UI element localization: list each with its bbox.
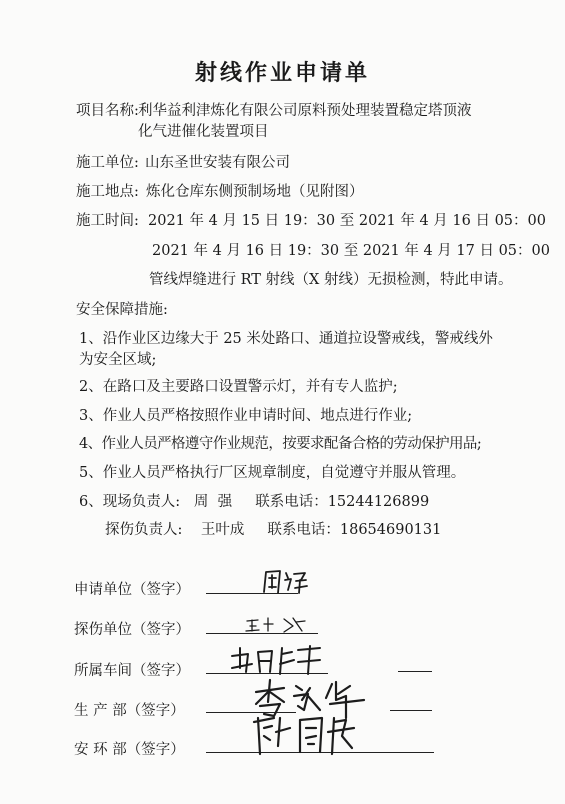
project-label: 项目名称: [76,103,139,119]
location-label: 施工地点: [76,184,139,200]
signature-label-applicant: 申请单位（签字） [74,582,190,598]
location-value: 炼化仓库东侧预制场地（见附图） [146,184,364,200]
safety-heading: 安全保障措施: [76,302,168,318]
signature-label-safety-env: 安 环 部（签字） [74,742,185,758]
handwritten-signature-applicant [258,566,310,596]
signature-line-workshop-extra [398,671,432,672]
safety-item-1-line2: 为安全区域; [79,352,157,368]
handwritten-signature-safety-env [250,712,360,758]
document-title: 射线作业申请单 [194,60,370,86]
contractor-label: 施工单位: [76,155,139,171]
time-line3: 管线焊缝进行 RT 射线（X 射线）无损检测，特此申请。 [149,272,513,288]
time-line2: 2021 年 4 月 16 日 19：30 至 2021 年 4 月 17 日 05：00 [152,243,550,259]
time-label: 施工时间: [76,213,139,229]
project-name-line1: 利华益利津炼化有限公司原料预处理装置稳定塔顶液 [138,103,472,119]
contractor-value: 山东圣世安装有限公司 [145,155,290,171]
signature-line-production-extra [390,710,432,711]
project-name-line2: 化气进催化装置项目 [138,124,269,140]
safety-item-7-inspection-manager: 探伤负责人: 王叶成 联系电话：18654690131 [105,522,442,538]
safety-item-5: 5、作业人员严格执行厂区规章制度，自觉遵守并服从管理。 [79,465,466,481]
safety-item-1-line1: 1、沿作业区边缘大于 25 米处路口、通道拉设警戒线，警戒线外 [79,331,493,347]
safety-item-3: 3、作业人员严格按照作业申请时间、地点进行作业; [79,408,413,424]
signature-label-production: 生 产 部（签字） [74,703,185,719]
safety-item-2: 2、在路口及主要路口设置警示灯，并有专人监护; [79,379,398,395]
signature-label-workshop: 所属车间（签字） [74,663,190,679]
time-line1: 2021 年 4 月 15 日 19：30 至 2021 年 4 月 16 日 05：00 [148,213,546,229]
safety-item-4: 4、作业人员严格遵守作业规范，按要求配备合格的劳动保护用品; [79,436,482,452]
signature-label-inspection: 探伤单位（签字） [74,622,190,638]
handwritten-signature-workshop [228,642,324,678]
safety-item-6-site-manager: 6、现场负责人: 周 强 联系电话：15244126899 [79,494,430,510]
handwritten-signature-inspection [244,614,308,634]
